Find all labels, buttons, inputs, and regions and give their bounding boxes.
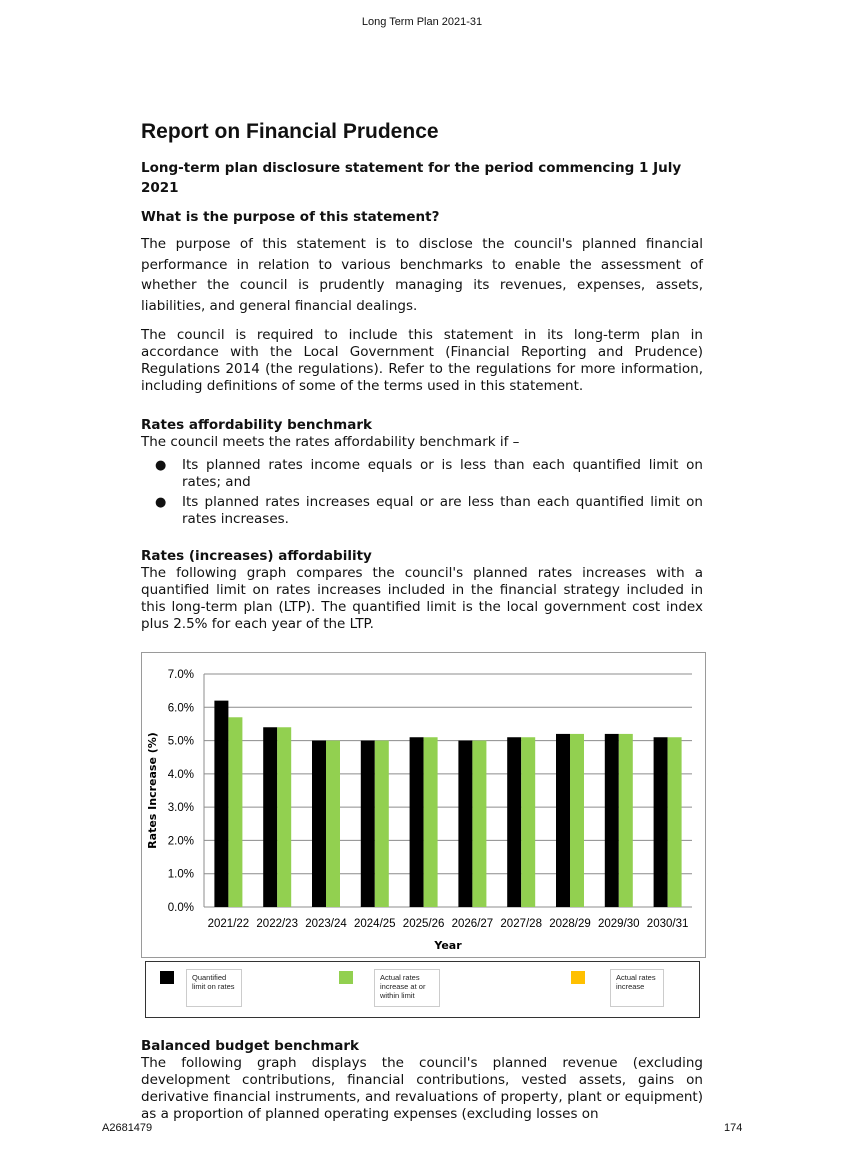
legend-swatch-actual-within-limit <box>339 971 353 984</box>
x-tick-label: 2023/24 <box>305 918 347 930</box>
y-axis-title: Rates Increase (%) <box>146 732 159 849</box>
rates-affordability-intro: The council meets the rates affordability benchmark if – <box>141 434 520 450</box>
bar-quantified-limit <box>312 741 326 907</box>
bar-actual-increase <box>570 734 584 907</box>
bullet-icon: ● <box>155 495 167 510</box>
bar-actual-increase <box>375 741 389 907</box>
purpose-paragraph-2: The council is required to include this statement in its long-term plan in accordance with the Local Government (Financial Reporting and Prudence) Regulations 2014 (the regulations). Refer to the regulations for more information, including definitions of some of the terms used in this statement. <box>141 327 703 394</box>
statement-subtitle: Long-term plan disclosure statement for the period commencing 1 July 2021 <box>141 160 682 196</box>
bar-actual-increase <box>521 737 535 907</box>
x-tick-label: 2026/27 <box>451 918 494 930</box>
bar-quantified-limit <box>410 737 424 907</box>
x-tick-label: 2025/26 <box>402 918 445 930</box>
bar-quantified-limit <box>361 741 375 907</box>
balanced-budget-heading: Balanced budget benchmark <box>141 1038 360 1054</box>
legend-swatch-quantified-limit <box>160 971 174 984</box>
rates-affordability-heading: Rates affordability benchmark <box>141 417 372 433</box>
bar-quantified-limit <box>214 701 228 907</box>
bar-actual-increase <box>472 741 486 907</box>
list-item: ● Its planned rates income equals or is less than each quantified limit on rates; and <box>155 457 703 490</box>
x-tick-label: 2024/25 <box>354 918 396 930</box>
bar-quantified-limit <box>507 737 521 907</box>
x-tick-label: 2021/22 <box>207 918 250 930</box>
bar-actual-increase <box>668 737 682 907</box>
rates-increases-heading: Rates (increases) affordability <box>141 548 372 564</box>
purpose-heading: What is the purpose of this statement? <box>141 209 440 225</box>
bar-actual-increase <box>277 727 291 907</box>
balanced-budget-section <box>141 1038 703 1134</box>
document-body <box>141 120 703 644</box>
bar-actual-increase <box>619 734 633 907</box>
y-tick-label: 0.0% <box>167 902 194 914</box>
x-tick-label: 2029/30 <box>598 918 640 930</box>
bullet-icon: ● <box>155 458 167 473</box>
balanced-budget-paragraph: The following graph displays the council's planned revenue (excluding development contributions, financial contributions, vested assets, gains on derivative financial instruments, and revaluations of property, plant or equipment) as a proportion of planned operating expenses (excluding losses on <box>141 1055 703 1122</box>
y-tick-label: 4.0% <box>167 768 194 781</box>
chart-svg <box>142 653 705 957</box>
legend-label-actual-increase: Actual rates increase <box>610 969 664 1007</box>
bar-actual-increase <box>424 737 438 907</box>
page-title: Report on Financial Prudence <box>141 120 439 143</box>
list-item: ● Its planned rates increases equal or are less than each quantified limit on rates increases. <box>155 494 703 527</box>
legend-label-actual-within-limit: Actual rates increase at or within limit <box>374 969 440 1007</box>
bar-actual-increase <box>228 717 242 907</box>
legend-label-quantified-limit: Quantified limit on rates <box>186 969 242 1007</box>
y-tick-label: 3.0% <box>167 802 194 815</box>
x-tick-label: 2030/31 <box>646 918 689 930</box>
document-id: A2681479 <box>102 1122 153 1134</box>
bar-quantified-limit <box>654 737 668 907</box>
y-tick-label: 1.0% <box>167 868 194 881</box>
benchmark-list <box>141 457 703 528</box>
rates-increase-chart <box>141 652 706 958</box>
x-axis-title: Year <box>434 939 462 952</box>
bar-quantified-limit <box>556 734 570 907</box>
bar-quantified-limit <box>263 727 277 907</box>
bar-quantified-limit <box>605 734 619 907</box>
rates-increases-paragraph: The following graph compares the council's planned rates increases with a quantified limit on rates increases included in the financial strategy included in this long-term plan (LTP). The quantified limit is the local government cost index plus 2.5% for each year of the LTP. <box>141 565 703 632</box>
page-number: 174 <box>724 1122 743 1134</box>
x-tick-label: 2022/23 <box>256 918 298 930</box>
x-tick-label: 2028/29 <box>549 918 591 930</box>
y-tick-label: 7.0% <box>167 669 194 681</box>
legend-swatch-actual-increase <box>571 971 585 984</box>
page-header: Long Term Plan 2021-31 <box>361 16 483 28</box>
bar-actual-increase <box>326 741 340 907</box>
y-tick-label: 5.0% <box>167 735 194 748</box>
y-tick-label: 6.0% <box>167 702 194 715</box>
bar-quantified-limit <box>458 741 472 907</box>
chart-legend <box>145 961 700 1018</box>
y-tick-label: 2.0% <box>167 835 194 848</box>
purpose-paragraph-1: The purpose of this statement is to disclose the council's planned financial performance in relation to various benchmarks to enable the assessment of whether the council is prudently managing its revenues, expenses, assets, liabilities, and general financial dealings. <box>141 236 703 314</box>
x-tick-label: 2027/28 <box>500 918 542 930</box>
